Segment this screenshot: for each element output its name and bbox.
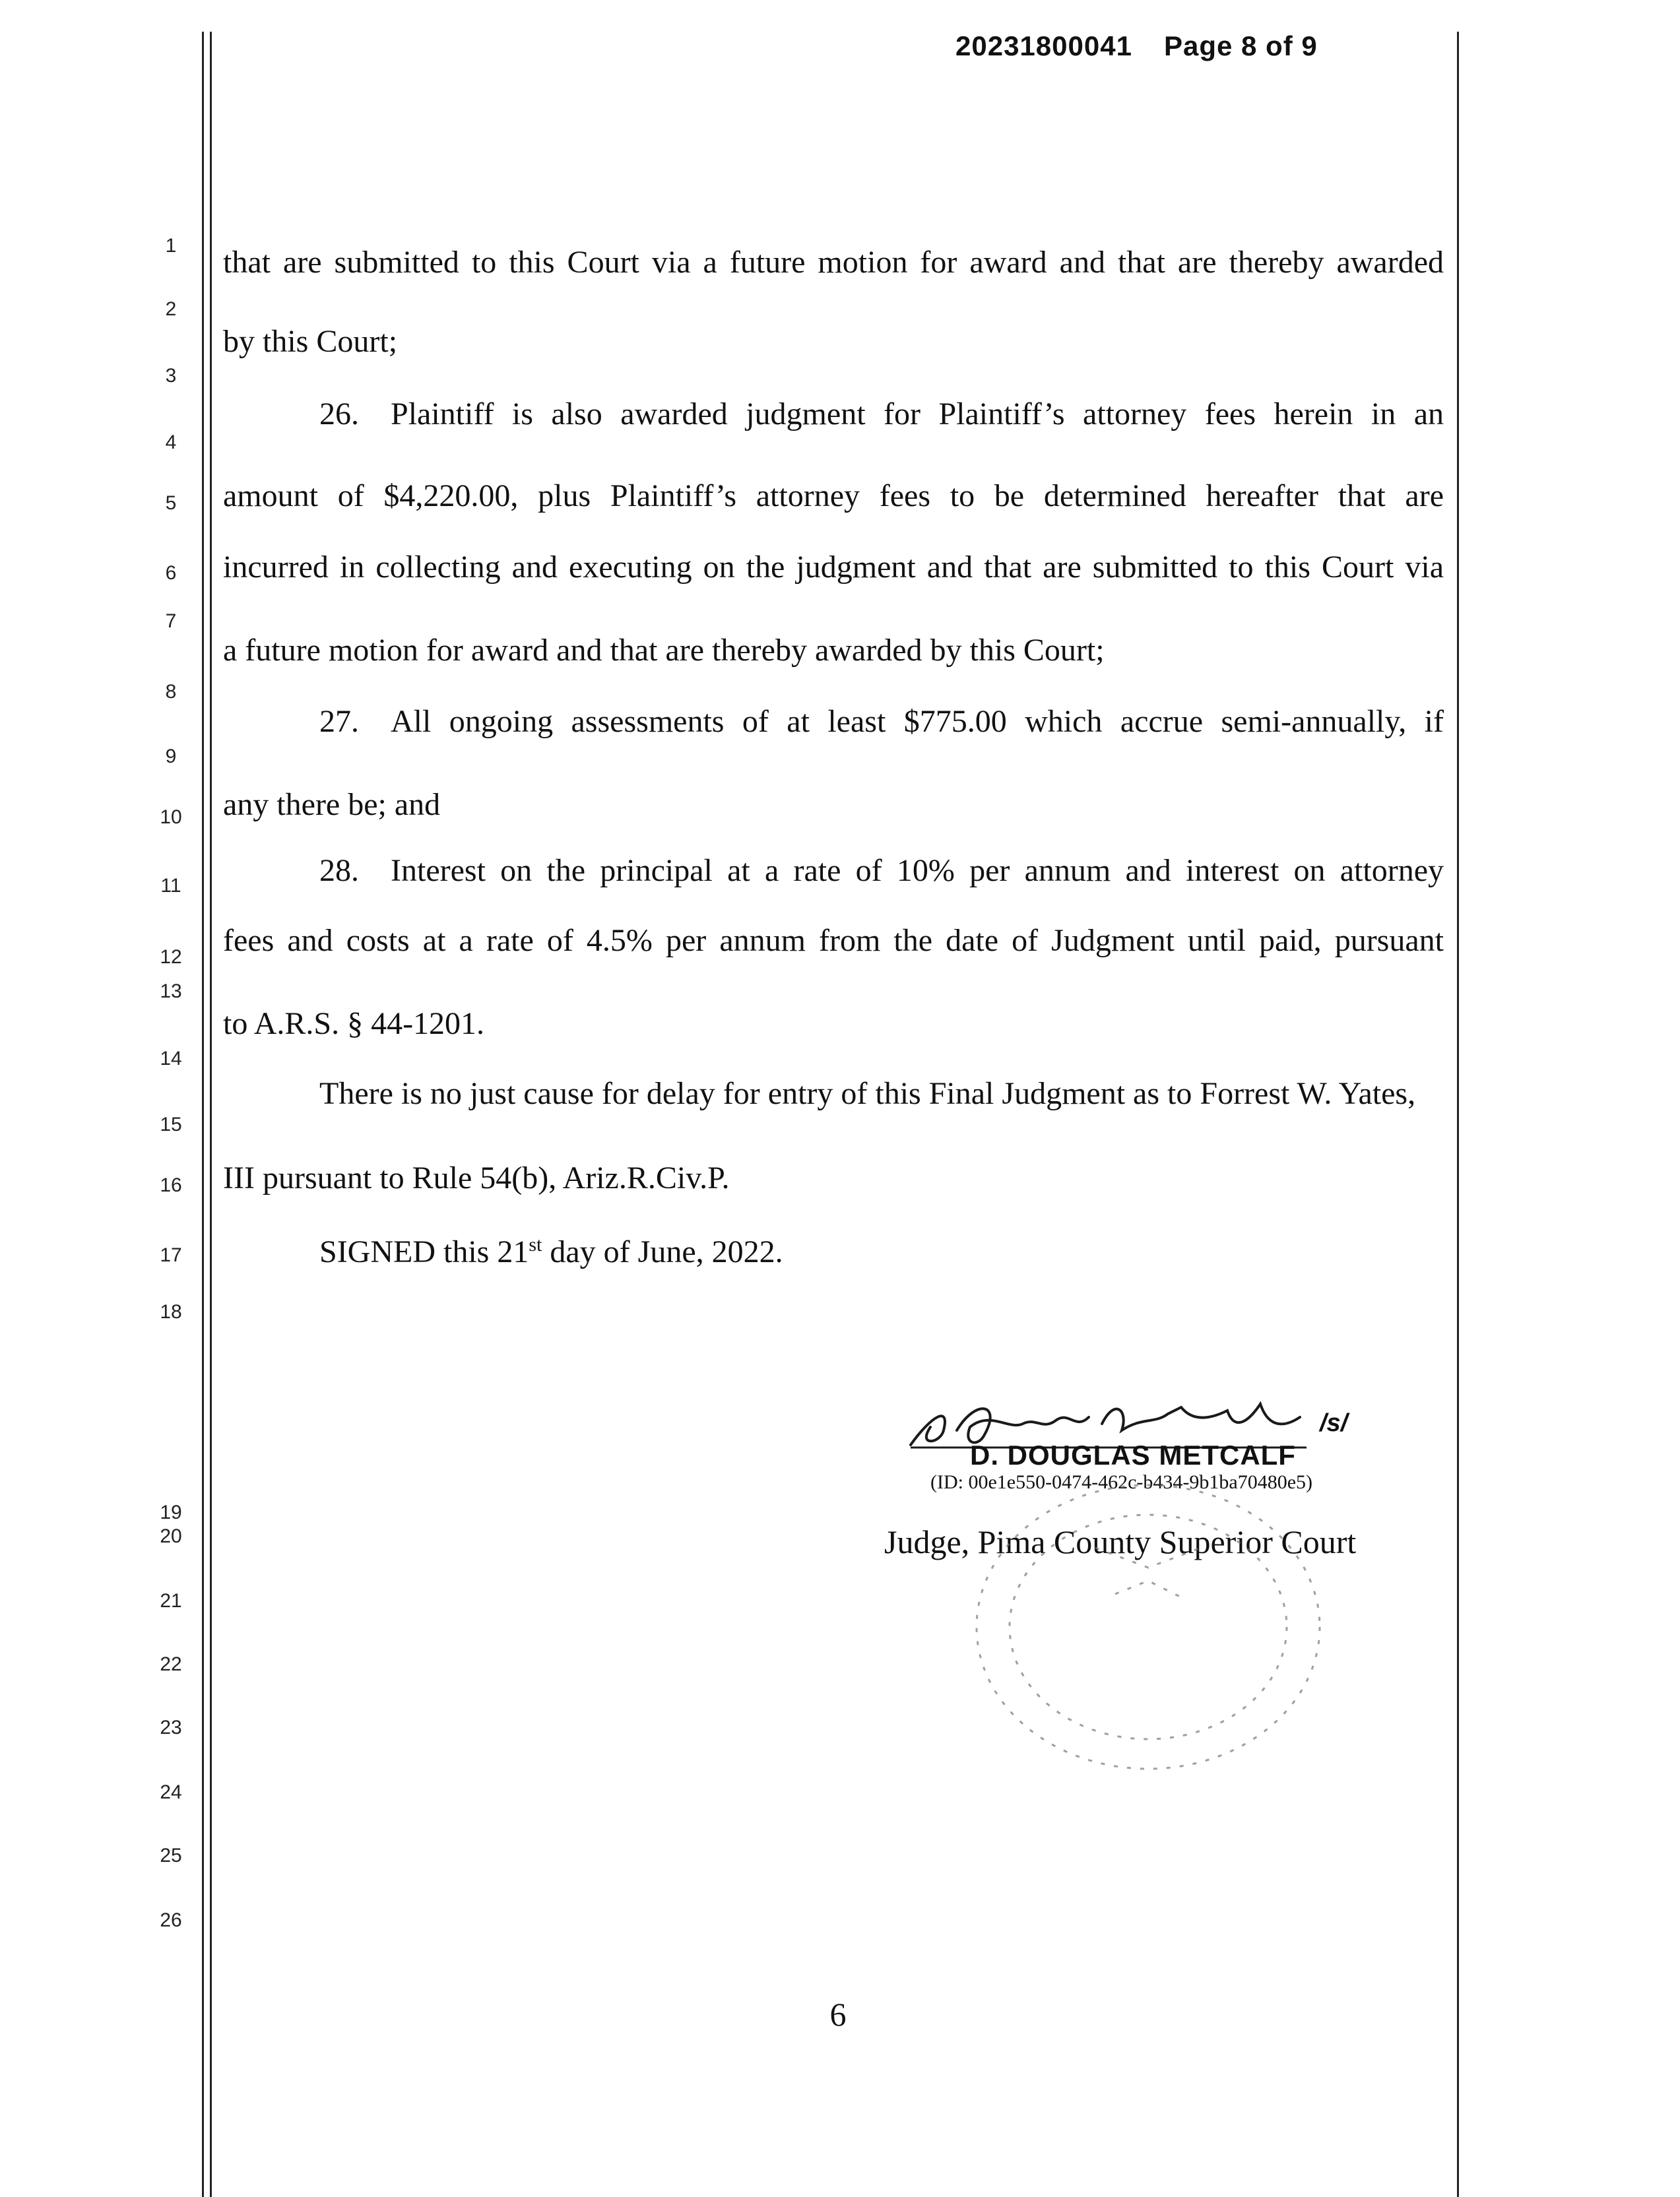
body-line: incurred in collecting and executing on the judgment and that are submitted to this Court via	[223, 550, 1444, 585]
document-header	[955, 30, 1318, 62]
line-number: 8	[165, 681, 177, 703]
body-line: amount of $4,220.00, plus Plaintiff’s attorney fees to be determined hereafter that are	[223, 478, 1444, 513]
line-number: 3	[165, 365, 177, 387]
body-line: by this Court;	[223, 324, 398, 359]
page-number: 6	[829, 1996, 847, 2033]
line-number: 21	[160, 1590, 182, 1612]
body-line: that are submitted to this Court via a future motion for award and that are thereby awarded	[223, 245, 1444, 280]
line-number: 2	[165, 298, 177, 320]
line-number: 12	[160, 946, 182, 968]
document-number: 20231800041	[955, 30, 1132, 61]
signed-ordinal: st	[529, 1234, 542, 1256]
line-number: 23	[160, 1717, 182, 1738]
line-number: 22	[160, 1653, 182, 1675]
right-margin-rule	[1457, 32, 1459, 2197]
body-line: 27. All ongoing assessments of at least $775.00 which accrue semi-annually, if	[319, 704, 1444, 739]
line-number: 15	[160, 1114, 182, 1135]
signed-prefix: SIGNED this 21	[319, 1234, 529, 1269]
line-number: 11	[160, 875, 181, 897]
line-number: 10	[160, 806, 182, 828]
signature-mark: /s/	[1320, 1409, 1348, 1437]
left-margin-rule-inner	[210, 32, 212, 2197]
line-number: 5	[165, 492, 177, 514]
page-label: Page 8 of 9	[1163, 30, 1318, 61]
line-number: 16	[160, 1174, 182, 1196]
line-number: 4	[165, 431, 177, 453]
signed-line	[319, 1235, 1444, 1268]
line-number: 26	[160, 1909, 182, 1931]
body-line: 28. Interest on the principal at a rate of 10% per annum and interest on attorney	[319, 853, 1444, 888]
line-number: 24	[160, 1781, 182, 1803]
judge-title: Judge, Pima County Superior Court	[884, 1523, 1357, 1560]
body-line: fees and costs at a rate of 4.5% per annum from the date of Judgment until paid, pursuant	[223, 923, 1444, 958]
body-line: III pursuant to Rule 54(b), Ariz.R.Civ.P.	[223, 1161, 730, 1195]
line-number: 25	[160, 1845, 182, 1866]
line-number: 6	[165, 562, 177, 584]
body-line: a future motion for award and that are thereby awarded by this Court;	[223, 633, 1105, 668]
body-line: There is no just cause for delay for entry of this Final Judgment as to Forrest W. Yates,	[319, 1076, 1416, 1111]
line-number: 20	[160, 1525, 182, 1547]
line-number: 14	[160, 1048, 182, 1069]
line-number: 9	[165, 746, 177, 767]
line-number: 17	[160, 1244, 182, 1266]
line-number: 19	[160, 1502, 182, 1523]
left-margin-rule-outer	[202, 32, 204, 2197]
line-number: 1	[165, 235, 177, 257]
line-number: 7	[165, 610, 177, 632]
body-line: to A.R.S. § 44-1201.	[223, 1006, 485, 1041]
line-number: 13	[160, 980, 182, 1002]
body-line: any there be; and	[223, 787, 441, 822]
signature-id: (ID: 00e1e550-0474-462c-b434-9b1ba70480e5)	[930, 1471, 1313, 1493]
judge-name: D. DOUGLAS METCALF	[970, 1440, 1296, 1471]
court-seal-stamp	[950, 1475, 1346, 1785]
line-number: 18	[160, 1301, 182, 1323]
body-line: 26. Plaintiff is also awarded judgment for Plaintiff’s attorney fees herein in an	[319, 397, 1444, 431]
signed-suffix: day of June, 2022.	[542, 1234, 783, 1269]
